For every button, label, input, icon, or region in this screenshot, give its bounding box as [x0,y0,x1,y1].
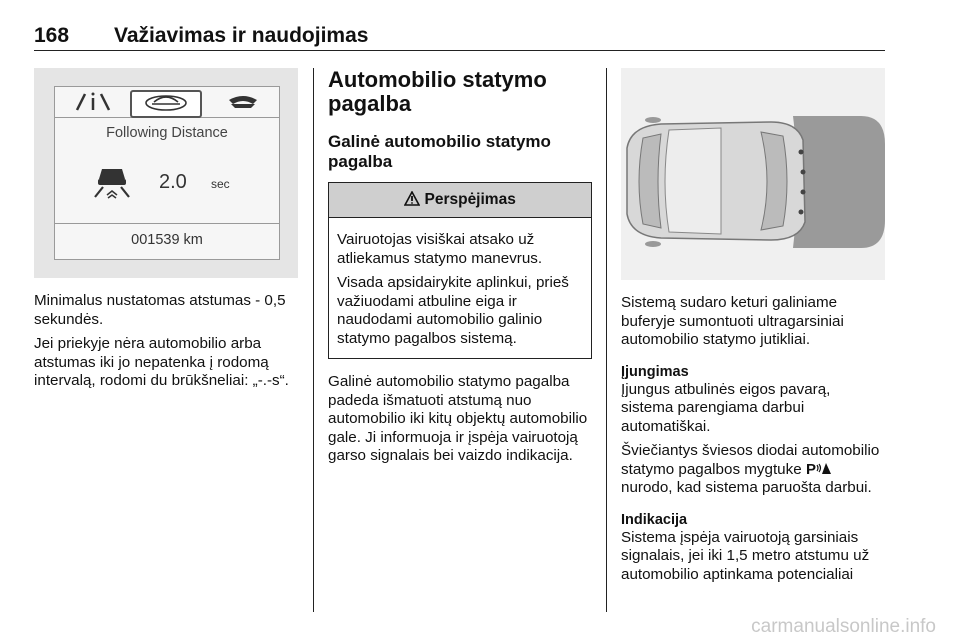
page-number: 168 [34,24,70,47]
rear-sensor-coverage-figure [621,68,885,280]
pedestrian-icon [215,90,271,114]
parking-assist-icon [806,461,832,478]
car-top-view-illustration [621,68,885,280]
paragraph: Sistema įspėja vairuotoją garsiniais signalais, jei iki 1,5 metro atstumu už automobilio aptinkama potencialiai [621,528,870,583]
driver-info-display [54,86,280,260]
car-front-icon [130,90,202,118]
svg-text:P: P [805,460,816,475]
warning-box [328,182,592,359]
following-distance-unit: sec [211,177,230,191]
paragraph: Visada apsidairykite aplinkui, prieš važiuodami atbuline eiga ir naudodami automobilio galinio statymo pagalbos sistemą. [337,274,569,347]
subheading-activation: Įjungimas [621,363,689,380]
warning-heading: Perspėjimas [424,191,516,208]
column-right [621,68,885,590]
paragraph: Galinė automobilio statymo pagalba padeda išmatuoti atstumą nuo automobilio iki kitų objektų automobilio gale. Ji informuoja ir įspėja vairuotoją garso signalais bei vaizdo indikacija. [328,373,588,464]
following-distance-value: 2.0 [159,171,187,193]
paragraph: Įjungus atbulinės eigos pavarą, sistema parengiama darbui automatiškai. [621,380,831,435]
column-middle [328,68,592,472]
subheading-indication: Indikacija [621,511,688,528]
following-car-icon [93,165,131,204]
paragraph: Jei priekyje nėra automobilio arba atstumas iki jo nepatenka į rodomą intervalą, rodomi du brūkšneliai: „-.-s“. [34,335,289,389]
warning-header [329,183,591,218]
display-title: Following Distance [106,125,228,141]
column-left [34,68,298,397]
column-divider [313,68,314,612]
section-title: Automobilio statymo pagalba [328,67,547,116]
page-header [34,22,885,51]
lane-departure-icon [63,90,123,114]
driver-info-display-figure [34,68,298,278]
subsection-title: Galinė automobilio statymo pagalba [328,132,551,171]
odometer-reading: 001539 km [131,232,203,248]
chapter-title: Važiavimas ir naudojimas [114,24,369,47]
display-tabs [55,87,279,118]
paragraph: Vairuotojas visiškai atsako už atliekamus statymo manevrus. [337,231,543,267]
paragraph-text: Šviečiantys šviesos diodai automobilio statymo pagalbos mygtuke [621,442,880,478]
display-divider [55,223,279,224]
paragraph-text: nurodo, kad sistema paruošta darbui. [621,479,872,496]
paragraph: Minimalus nustatomas atstumas - 0,5 sekundės. [34,292,286,328]
paragraph [621,442,885,498]
column-divider [606,68,607,612]
warning-triangle-icon [404,191,424,208]
paragraph: Sistemą sudaro keturi galiniame buferyje sumontuoti ultragarsiniai automobilio statymo jutikliai. [621,294,844,348]
watermark: carmanualsonline.info [751,616,936,637]
warning-body [329,218,591,358]
